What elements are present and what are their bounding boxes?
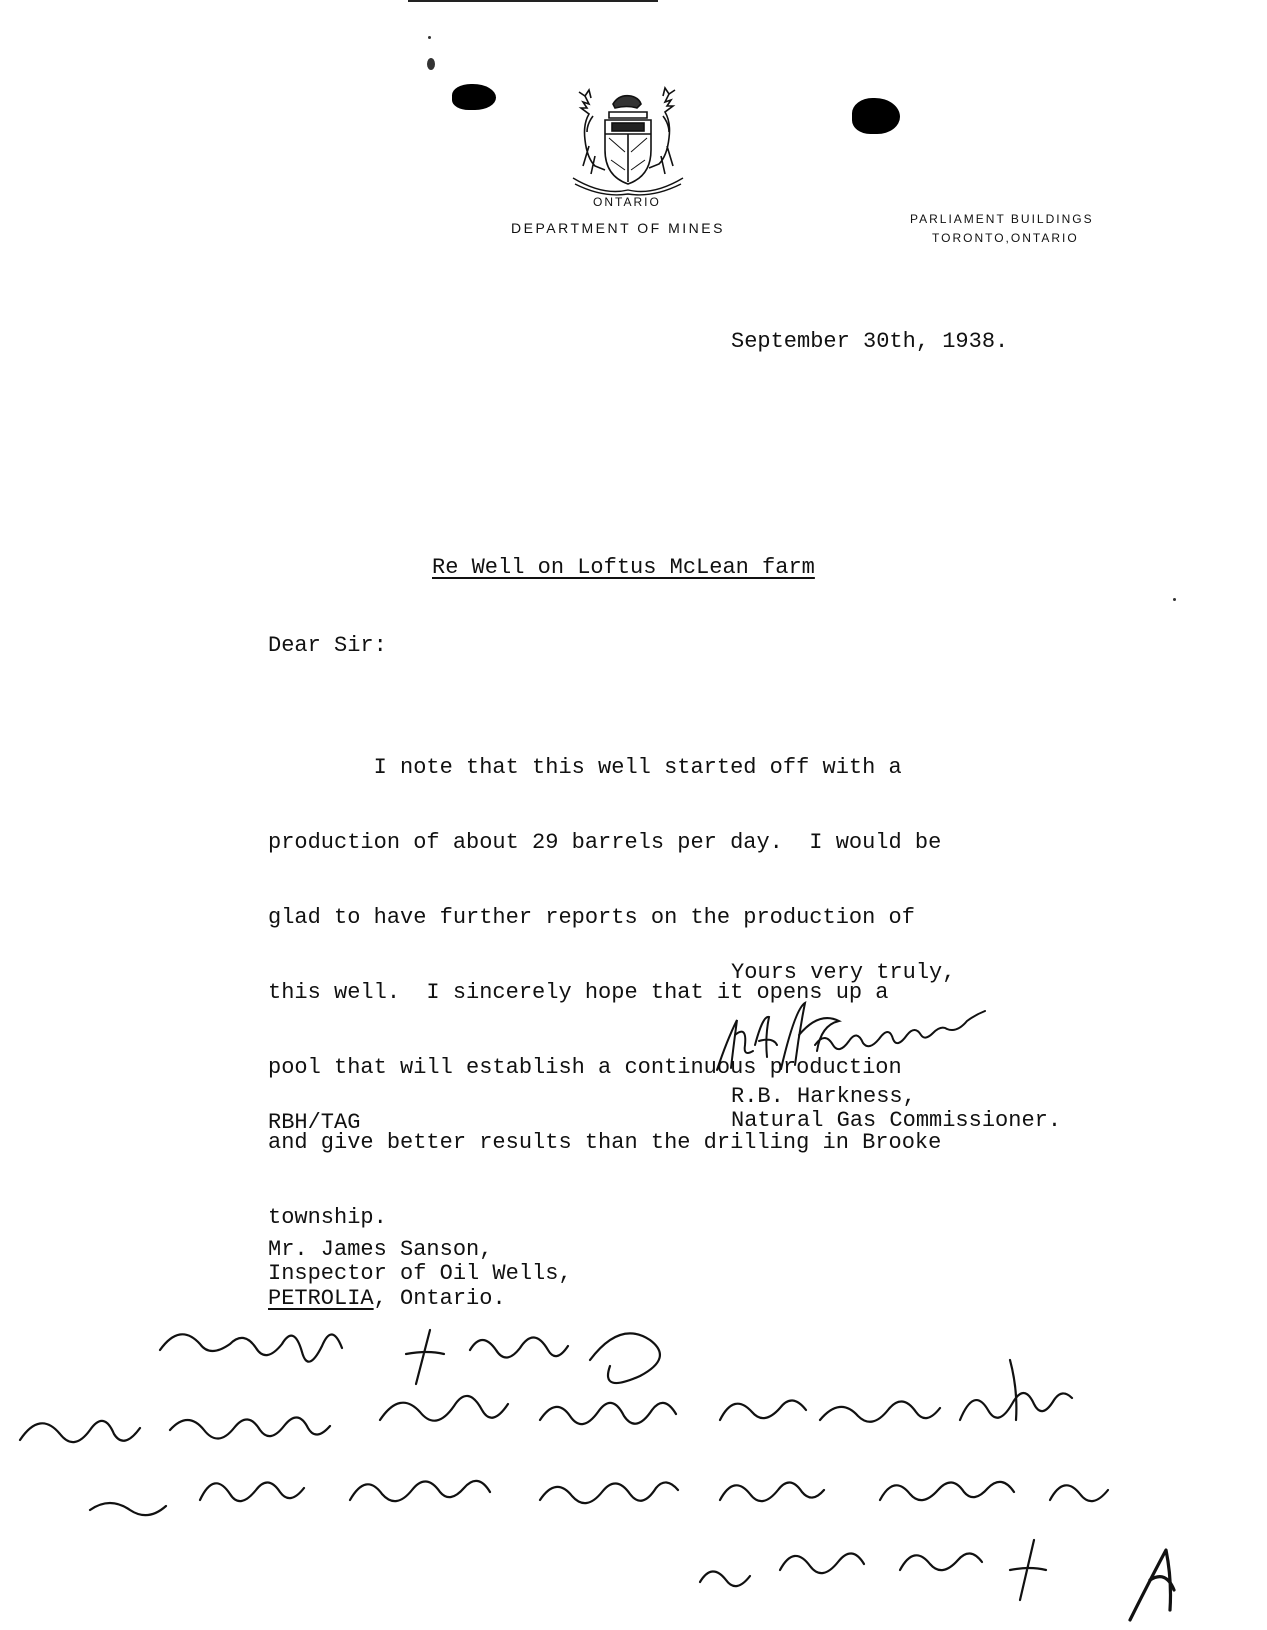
body-line: township.	[268, 1205, 387, 1230]
letter-subject: Re Well on Loftus McLean farm	[432, 555, 815, 580]
letter-salutation: Dear Sir:	[268, 633, 387, 658]
signer-title: Natural Gas Commissioner.	[731, 1108, 1062, 1133]
recipient-city: PETROLIA	[268, 1286, 374, 1311]
recipient-title: Inspector of Oil Wells,	[268, 1261, 572, 1286]
ink-speck	[427, 58, 435, 70]
ink-speck	[1173, 598, 1176, 601]
ink-blot-right	[852, 98, 900, 134]
body-line: glad to have further reports on the production of	[268, 905, 915, 930]
body-line: I note that this well started off with a	[268, 755, 902, 780]
recipient-city-line	[268, 1286, 506, 1311]
letterhead-province: ONTARIO	[593, 195, 661, 209]
ontario-coat-of-arms-icon	[565, 86, 690, 196]
letterhead-address-line2: TORONTO,ONTARIO	[932, 231, 1079, 245]
recipient-name: Mr. James Sanson,	[268, 1237, 493, 1262]
body-line: this well. I sincerely hope that it opens up a	[268, 980, 889, 1005]
signer-name: R.B. Harkness,	[731, 1084, 916, 1109]
body-line: pool that will establish a continuous production	[268, 1055, 902, 1080]
body-line: production of about 29 barrels per day. I would be	[268, 830, 942, 855]
body-line: and give better results than the drilling in Brooke	[268, 1130, 942, 1155]
letter-body	[268, 705, 941, 1280]
top-edge-rule	[408, 0, 658, 2]
letter-closing: Yours very truly,	[731, 960, 956, 985]
ink-speck	[428, 36, 431, 39]
reference-initials: RBH/TAG	[268, 1110, 361, 1135]
letterhead-department: DEPARTMENT OF MINES	[511, 220, 725, 236]
recipient-province: , Ontario.	[373, 1286, 506, 1311]
handwritten-note	[0, 1320, 1267, 1630]
letter-date: September 30th, 1938.	[731, 329, 1009, 354]
handwritten-signature	[715, 995, 1055, 1080]
letterhead-address-line1: PARLIAMENT BUILDINGS	[910, 212, 1094, 226]
ink-blot-left	[452, 84, 496, 110]
